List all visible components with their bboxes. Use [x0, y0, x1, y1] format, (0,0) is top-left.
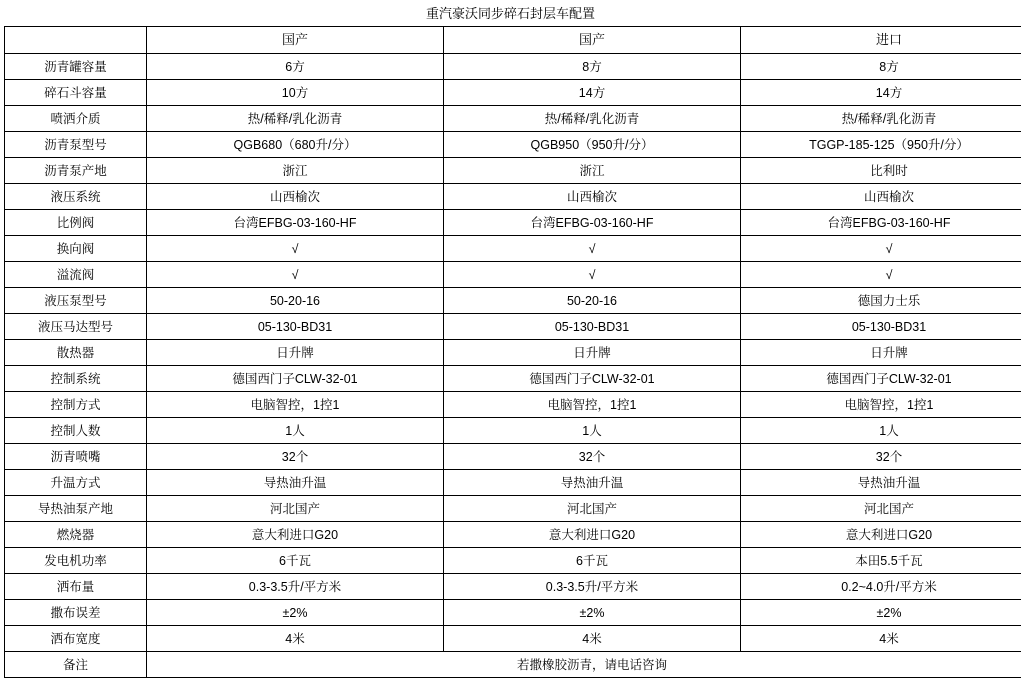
table-row — [5, 314, 1021, 340]
page-title: 重汽豪沃同步碎石封层车配置 — [0, 0, 1021, 26]
row-value: 意大利进口G20 — [444, 522, 741, 548]
row-label: 沥青喷嘴 — [5, 444, 147, 470]
row-value: 意大利进口G20 — [741, 522, 1021, 548]
row-value: TGGP-185-125（950升/分） — [741, 132, 1021, 158]
table-row — [5, 288, 1021, 314]
row-label: 导热油泵产地 — [5, 496, 147, 522]
row-value: √ — [741, 262, 1021, 288]
row-value: 4米 — [741, 626, 1021, 652]
row-label: 碎石斗容量 — [5, 80, 147, 106]
row-label: 控制人数 — [5, 418, 147, 444]
row-value: 日升牌 — [444, 340, 741, 366]
row-label: 沥青罐容量 — [5, 54, 147, 80]
row-value: 32个 — [444, 444, 741, 470]
footer-value: 若撒橡胶沥青，请电话咨询 — [147, 652, 1021, 678]
row-value: 德国力士乐 — [741, 288, 1021, 314]
row-value: 热/稀释/乳化沥青 — [444, 106, 741, 132]
table-row — [5, 210, 1021, 236]
row-label: 撒布误差 — [5, 600, 147, 626]
table-row — [5, 418, 1021, 444]
row-label: 液压泵型号 — [5, 288, 147, 314]
row-label: 控制方式 — [5, 392, 147, 418]
table-row — [5, 470, 1021, 496]
row-value: 6千瓦 — [147, 548, 444, 574]
row-value: 山西榆次 — [741, 184, 1021, 210]
table-row — [5, 444, 1021, 470]
row-value: 热/稀释/乳化沥青 — [147, 106, 444, 132]
row-label: 散热器 — [5, 340, 147, 366]
table-row — [5, 262, 1021, 288]
row-label: 升温方式 — [5, 470, 147, 496]
row-value: 1人 — [444, 418, 741, 444]
table-row — [5, 626, 1021, 652]
table-row — [5, 574, 1021, 600]
table-footer-row — [5, 652, 1021, 678]
row-value: 1人 — [741, 418, 1021, 444]
table-row — [5, 236, 1021, 262]
row-label: 洒布量 — [5, 574, 147, 600]
row-value: 32个 — [147, 444, 444, 470]
row-label: 洒布宽度 — [5, 626, 147, 652]
table-row — [5, 80, 1021, 106]
row-value: 导热油升温 — [444, 470, 741, 496]
header-cell-col2: 国产 — [444, 27, 741, 54]
row-label: 沥青泵产地 — [5, 158, 147, 184]
row-value: 1人 — [147, 418, 444, 444]
spec-table — [4, 26, 1021, 678]
row-value: ±2% — [741, 600, 1021, 626]
table-row — [5, 522, 1021, 548]
row-label: 液压系统 — [5, 184, 147, 210]
row-value: 0.3-3.5升/平方米 — [444, 574, 741, 600]
row-value: 导热油升温 — [147, 470, 444, 496]
row-value: 6千瓦 — [444, 548, 741, 574]
row-value: 8方 — [444, 54, 741, 80]
table-row — [5, 392, 1021, 418]
row-label: 发电机功率 — [5, 548, 147, 574]
table-row — [5, 132, 1021, 158]
row-value: 6方 — [147, 54, 444, 80]
header-cell-col3: 进口 — [741, 27, 1021, 54]
table-row — [5, 366, 1021, 392]
spec-table-body — [5, 27, 1021, 678]
row-value: 14方 — [444, 80, 741, 106]
row-value: 台湾EFBG-03-160-HF — [741, 210, 1021, 236]
table-row — [5, 548, 1021, 574]
row-label: 换向阀 — [5, 236, 147, 262]
footer-label: 备注 — [5, 652, 147, 678]
table-row — [5, 496, 1021, 522]
row-value: 河北国产 — [741, 496, 1021, 522]
row-label: 液压马达型号 — [5, 314, 147, 340]
row-value: 05-130-BD31 — [741, 314, 1021, 340]
row-value: ±2% — [147, 600, 444, 626]
row-value: 14方 — [741, 80, 1021, 106]
row-value: √ — [147, 262, 444, 288]
row-value: 台湾EFBG-03-160-HF — [147, 210, 444, 236]
row-value: 导热油升温 — [741, 470, 1021, 496]
row-value: 山西榆次 — [444, 184, 741, 210]
row-value: 德国西门子CLW-32-01 — [444, 366, 741, 392]
row-label: 溢流阀 — [5, 262, 147, 288]
row-value: 热/稀释/乳化沥青 — [741, 106, 1021, 132]
table-row — [5, 184, 1021, 210]
row-value: 32个 — [741, 444, 1021, 470]
row-value: QGB950（950升/分） — [444, 132, 741, 158]
row-value: √ — [147, 236, 444, 262]
row-value: √ — [444, 262, 741, 288]
row-value: 台湾EFBG-03-160-HF — [444, 210, 741, 236]
row-label: 沥青泵型号 — [5, 132, 147, 158]
row-value: 日升牌 — [741, 340, 1021, 366]
row-value: 05-130-BD31 — [444, 314, 741, 340]
row-value: √ — [741, 236, 1021, 262]
row-value: 4米 — [147, 626, 444, 652]
row-value: 德国西门子CLW-32-01 — [741, 366, 1021, 392]
table-row — [5, 54, 1021, 80]
table-row — [5, 600, 1021, 626]
row-value: √ — [444, 236, 741, 262]
row-value: 日升牌 — [147, 340, 444, 366]
row-value: 50-20-16 — [444, 288, 741, 314]
row-label: 控制系统 — [5, 366, 147, 392]
row-value: 意大利进口G20 — [147, 522, 444, 548]
row-value: 4米 — [444, 626, 741, 652]
row-value: 8方 — [741, 54, 1021, 80]
row-label: 燃烧器 — [5, 522, 147, 548]
row-value: 浙江 — [147, 158, 444, 184]
table-header-row — [5, 27, 1021, 54]
row-value: 德国西门子CLW-32-01 — [147, 366, 444, 392]
row-value: 10方 — [147, 80, 444, 106]
table-row — [5, 340, 1021, 366]
row-value: 05-130-BD31 — [147, 314, 444, 340]
row-value: 电脑智控，1控1 — [147, 392, 444, 418]
row-value: QGB680（680升/分） — [147, 132, 444, 158]
row-label: 比例阀 — [5, 210, 147, 236]
row-value: 0.3-3.5升/平方米 — [147, 574, 444, 600]
header-cell-col1: 国产 — [147, 27, 444, 54]
row-value: 比利时 — [741, 158, 1021, 184]
row-value: 50-20-16 — [147, 288, 444, 314]
row-value: 0.2~4.0升/平方米 — [741, 574, 1021, 600]
row-value: 河北国产 — [444, 496, 741, 522]
row-value: 电脑智控，1控1 — [444, 392, 741, 418]
table-row — [5, 158, 1021, 184]
row-label: 喷洒介质 — [5, 106, 147, 132]
header-cell-blank — [5, 27, 147, 54]
row-value: 山西榆次 — [147, 184, 444, 210]
row-value: 电脑智控，1控1 — [741, 392, 1021, 418]
row-value: 本田5.5千瓦 — [741, 548, 1021, 574]
row-value: 河北国产 — [147, 496, 444, 522]
row-value: 浙江 — [444, 158, 741, 184]
table-row — [5, 106, 1021, 132]
row-value: ±2% — [444, 600, 741, 626]
